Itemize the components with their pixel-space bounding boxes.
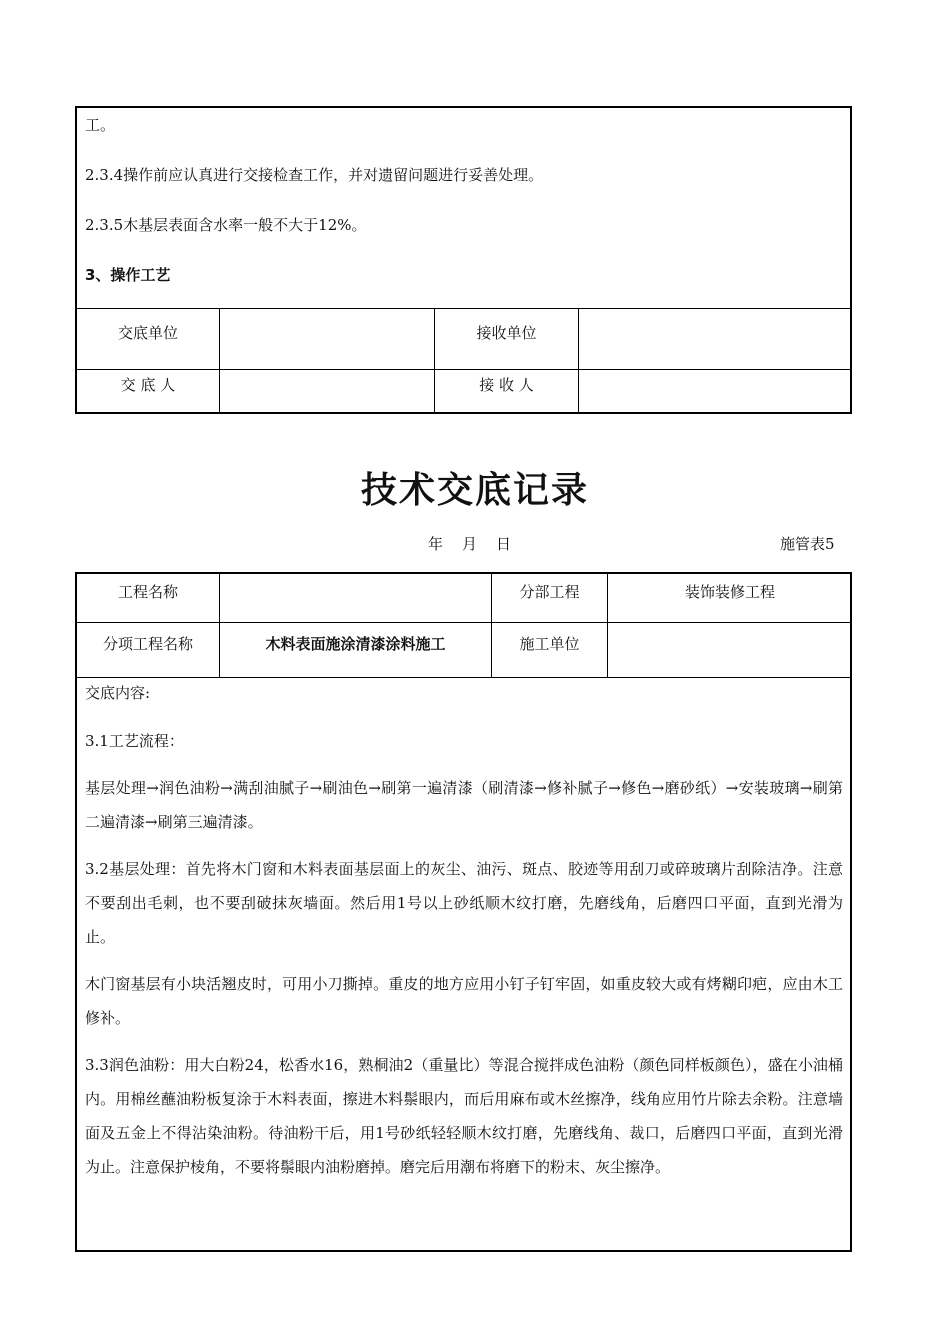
divider [77,308,850,309]
label-subitem: 分项工程名称 [102,635,193,653]
paragraph: 基层处理→润色油粉→满刮油腻子→刷油色→刷第一遍清漆（刷清漆→修补腻子→修色→磨砂纸）→安装玻璃→刷第二遍清漆→刷第三遍清漆。 [85,779,843,831]
label-division: 分部工程 [519,583,580,601]
page-title: 技术交底记录 [360,470,589,511]
divider [219,574,220,677]
text-line: 2.3.5木基层表面含水率一般不大于12%。 [85,216,367,234]
paragraph: 3.3润色油粉：用大白粉24，松香水16，熟桐油2（重量比）等混合搅拌成色油粉（颜色同样板颜色），盛在小油桶内。用棉丝蘸油粉板复涂于木料表面，擦进木料鬃眼内，而后用麻布或木丝擦净，线角应用竹片除去余粉。注意墙面及五金上不得沾染油粉。待油粉干后，用1号砂纸轻轻顺木纹打磨，先磨线角、裁口，后磨四口平面，直到光滑为止。注意保护棱角，不要将鬃眼内油粉磨掉。磨完后用潮布将磨下的粉末、灰尘擦净。 [85,1056,843,1176]
content-body [85,724,843,1197]
label-handover-unit: 交底单位 [117,324,178,342]
form-number: 施管表5 [780,535,835,553]
continuation-section [75,106,852,414]
content-label: 交底内容: [85,684,151,702]
divider [77,369,850,370]
divider [77,622,850,623]
label-project-name: 工程名称 [117,583,178,601]
date-line: 年 月 日 [428,535,514,553]
divider [77,677,850,678]
value-subitem: 木料表面施涂清漆涂料施工 [265,635,446,653]
paragraph: 木门窗基层有小块活翘皮时，可用小刀撕掉。重皮的地方应用小钉子钉牢固，如重皮较大或有烤糊印疤，应由木工修补。 [85,975,843,1027]
record-table [75,572,852,1252]
value-division: 装饰装修工程 [684,583,775,601]
label-receiving-person: 接 收 人 [479,376,534,394]
text-line: 工。 [85,116,116,134]
label-contractor: 施工单位 [519,635,580,653]
section-heading: 3、操作工艺 [85,266,171,284]
paragraph: 3.2基层处理：首先将木门窗和木料表面基层面上的灰尘、油污、斑点、胶迹等用刮刀或碎玻璃片刮除洁净。注意不要刮出毛刺，也不要刮破抹灰墙面。然后用1号以上砂纸顺木纹打磨，先磨线角，后磨四口平面，直到光滑为止。 [85,860,843,946]
label-receiving-unit: 接收单位 [476,324,537,342]
label-handover-person: 交 底 人 [120,376,176,394]
divider [219,308,220,412]
divider [578,308,579,412]
paragraph: 3.1工艺流程： [85,732,184,750]
text-line: 2.3.4操作前应认真进行交接检查工作，并对遗留问题进行妥善处理。 [85,166,544,184]
